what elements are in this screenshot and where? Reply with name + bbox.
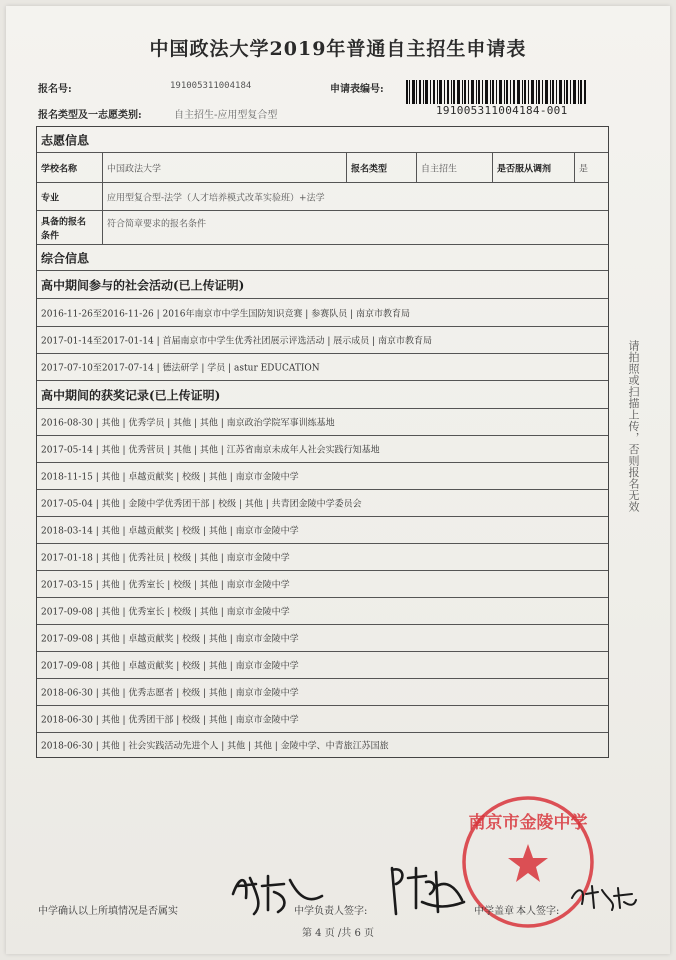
footer-seal: 中学盖章 (474, 906, 514, 917)
application-table (36, 126, 609, 758)
condition-label-line1: 具备的报名 (41, 217, 87, 228)
type-value: 自主招生-应用型复合型 (174, 110, 278, 121)
activity-row (37, 299, 608, 327)
signature-2 (386, 858, 466, 924)
school-label: 学校名称 (41, 164, 78, 174)
award-row (37, 409, 608, 436)
award-text: 2018-06-30 | 其他 | 优秀志愿者 | 校级 | 其他 | 南京市金陵中学 (41, 688, 299, 699)
award-row (37, 490, 608, 517)
awards-section-title: 高中期间的获奖记录(已上传证明) (41, 388, 221, 402)
condition-value: 符合简章要求的报名条件 (107, 219, 207, 230)
award-row (37, 679, 608, 706)
reg-type-value: 自主招生 (421, 164, 458, 174)
award-row (37, 652, 608, 679)
activity-row (37, 354, 608, 381)
footer-principal: 中学负责人签字: (294, 906, 368, 917)
condition-label-line2: 条件 (41, 231, 60, 242)
award-row (37, 544, 608, 571)
volunteer-condition-row (37, 211, 608, 245)
activity-text: 2017-01-14至2017-01-14 | 首届南京市中学生优秀社团展示评选活动 | 展示成员 | 南京市教育局 (41, 336, 433, 347)
award-row (37, 571, 608, 598)
reg-no-label: 报名号: (38, 84, 72, 95)
awards-section-header (37, 381, 608, 409)
award-row (37, 733, 608, 757)
award-text: 2017-09-08 | 其他 | 卓越贡献奖 | 校级 | 其他 | 南京市金陵中学 (41, 634, 299, 645)
activity-text: 2016-11-26至2016-11-26 | 2016年南京市中学生国防知识竞赛 | 参赛队员 | 南京市教育局 (41, 309, 410, 319)
adjust-value: 是 (579, 164, 589, 174)
activities-section-header (37, 271, 608, 299)
footer-confirm: 中学确认以上所填情况是否属实 (38, 906, 178, 917)
award-row (37, 436, 608, 463)
award-text: 2016-08-30 | 其他 | 优秀学员 | 其他 | 其他 | 南京政治学院军事训练基地 (41, 418, 335, 429)
award-row (37, 625, 608, 652)
general-section-title: 综合信息 (41, 251, 90, 265)
award-text: 2017-09-08 | 其他 | 优秀室长 | 校级 | 其他 | 南京市金陵中学 (41, 607, 290, 618)
award-text: 2018-06-30 | 其他 | 优秀团干部 | 校级 | 其他 | 南京市金陵中学 (41, 715, 299, 726)
adjust-label: 是否服从调剂 (497, 164, 552, 174)
award-text: 2017-09-08 | 其他 | 卓越贡献奖 | 校级 | 其他 | 南京市金陵中学 (41, 661, 299, 672)
app-no-value: 191005311004184-001 (436, 104, 568, 117)
award-row (37, 598, 608, 625)
general-section-header (37, 245, 608, 271)
page-title: 中国政法大学2019年普通自主招生申请表 (149, 38, 527, 60)
award-text: 2017-05-04 | 其他 | 金陵中学优秀团干部 | 校级 | 其他 | 共青团金陵中学委员会 (41, 499, 362, 510)
major-label: 专业 (41, 193, 60, 203)
volunteer-section-title: 志愿信息 (41, 133, 90, 147)
footer-self-sign: 本人签字: (516, 906, 560, 917)
award-text: 2017-05-14 | 其他 | 优秀营员 | 其他 | 其他 | 江苏省南京未成年人社会实践行知基地 (41, 445, 380, 456)
barcode-image (406, 80, 586, 104)
type-label: 报名类型及一志愿类别: (38, 110, 142, 121)
volunteer-section-header (37, 127, 608, 153)
volunteer-school-row (37, 153, 608, 183)
volunteer-major-row (37, 183, 608, 211)
award-row (37, 463, 608, 490)
award-text: 2017-03-15 | 其他 | 优秀室长 | 校级 | 其他 | 南京市金陵中学 (41, 580, 290, 591)
activity-text: 2017-07-10至2017-07-14 | 德法研学 | 学员 | astur EDUCATION (41, 363, 320, 374)
activity-row (37, 327, 608, 354)
school-value: 中国政法大学 (107, 164, 162, 174)
activities-section-title: 高中期间参与的社会活动(已上传证明) (41, 278, 245, 292)
signature-3 (568, 880, 638, 914)
award-text: 2018-11-15 | 其他 | 卓越贡献奖 | 校级 | 其他 | 南京市金陵中学 (41, 472, 299, 483)
award-row (37, 706, 608, 733)
award-text: 2018-03-14 | 其他 | 卓越贡献奖 | 校级 | 其他 | 南京市金陵中学 (41, 526, 299, 537)
reg-type-label: 报名类型 (351, 164, 388, 174)
award-text: 2017-01-18 | 其他 | 优秀社员 | 校级 | 其他 | 南京市金陵中学 (41, 553, 290, 564)
award-text: 2018-06-30 | 其他 | 社会实践活动先进个人 | 其他 | 其他 | 金陵中学、中青旅江苏国旅 (41, 741, 389, 752)
app-no-label: 申请表编号: (330, 84, 384, 95)
side-note: 请拍照或扫描上传，否则报名无效 (627, 340, 640, 513)
page-number: 第 4 页 /共 6 页 (302, 928, 374, 939)
reg-no-value: 191005311004184 (170, 81, 252, 91)
award-row (37, 517, 608, 544)
stamp-text: 南京市金陵中学 (468, 813, 588, 833)
major-value: 应用型复合型-法学（人才培养模式改革实验班）+法学 (107, 193, 325, 203)
